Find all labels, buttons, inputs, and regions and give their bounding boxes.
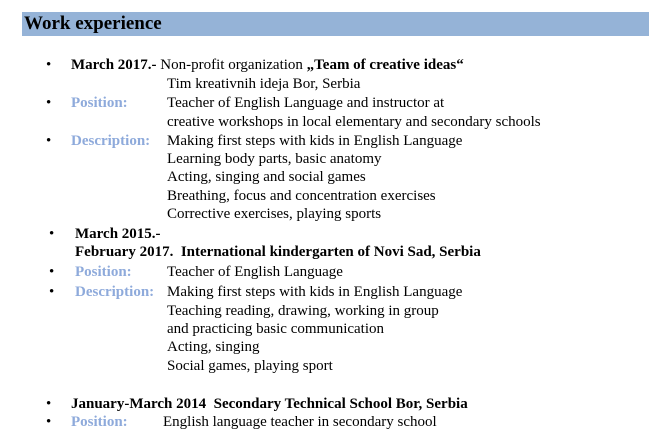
- bullet-icon: •: [46, 133, 52, 149]
- entry-1-description-line: Acting, singing and social games: [167, 169, 366, 185]
- entry-2-description-line: and practicing basic communication: [167, 321, 385, 337]
- entry-3-org-name: Secondary Technical School Bor, Serbia: [213, 396, 468, 412]
- bullet-icon: •: [46, 95, 52, 111]
- entry-1-org-prefix: Non-profit organization: [156, 57, 307, 73]
- entry-2-description-line: Social games, playing sport: [167, 358, 333, 374]
- entry-1-description-line: Learning body parts, basic anatomy: [167, 151, 382, 167]
- entry-1-description-line: Corrective exercises, playing sports: [167, 206, 382, 222]
- entry-1-description-line: Breathing, focus and concentration exercises: [167, 188, 436, 204]
- entry-1-org-name: „Team of creative ideas“: [306, 57, 464, 73]
- bullet-icon: •: [49, 284, 55, 300]
- entry-2-position-line: Teacher of English Language: [167, 264, 343, 280]
- bullet-icon: •: [46, 396, 52, 412]
- bullet-icon: •: [46, 414, 52, 430]
- entry-2-date-start: March 2015.-: [75, 226, 161, 242]
- entry-1-heading: [71, 56, 464, 74]
- entry-1-position-line: Teacher of English Language and instructor at: [167, 95, 445, 111]
- entry-1-description-label: Description:: [71, 133, 151, 149]
- entry-2-heading: [75, 243, 481, 261]
- entry-3-date: January-March 2014: [71, 396, 207, 412]
- bullet-icon: •: [49, 264, 55, 280]
- entry-3-heading: [71, 395, 468, 413]
- entry-2-description-label: Description:: [75, 284, 155, 300]
- entry-2-description-line: Teaching reading, drawing, working in group: [167, 303, 439, 319]
- entry-2-org-name: International kindergarten of Novi Sad, Serbia: [180, 244, 481, 260]
- bullet-icon: •: [49, 226, 55, 242]
- entry-3-position-line: English language teacher in secondary school: [163, 414, 437, 430]
- entry-1-description-line: Making first steps with kids in English Language: [167, 133, 463, 149]
- entry-1-org-sub: Tim kreativnih ideja Bor, Serbia: [167, 76, 361, 92]
- entry-2-description-line: Making first steps with kids in English Language: [167, 284, 463, 300]
- entry-1-position-line: creative workshops in local elementary and secondary schools: [167, 114, 541, 130]
- entry-2-date-end: February 2017.: [75, 244, 174, 260]
- bullet-icon: •: [46, 57, 52, 73]
- entry-1-date: March 2017.-: [71, 57, 157, 73]
- entry-1-position-label: Position:: [71, 95, 128, 111]
- entry-3-position-label: Position:: [71, 414, 128, 430]
- entry-2-position-label: Position:: [75, 264, 132, 280]
- entry-2-description-line: Acting, singing: [167, 339, 260, 355]
- section-title: Work experience: [24, 13, 162, 34]
